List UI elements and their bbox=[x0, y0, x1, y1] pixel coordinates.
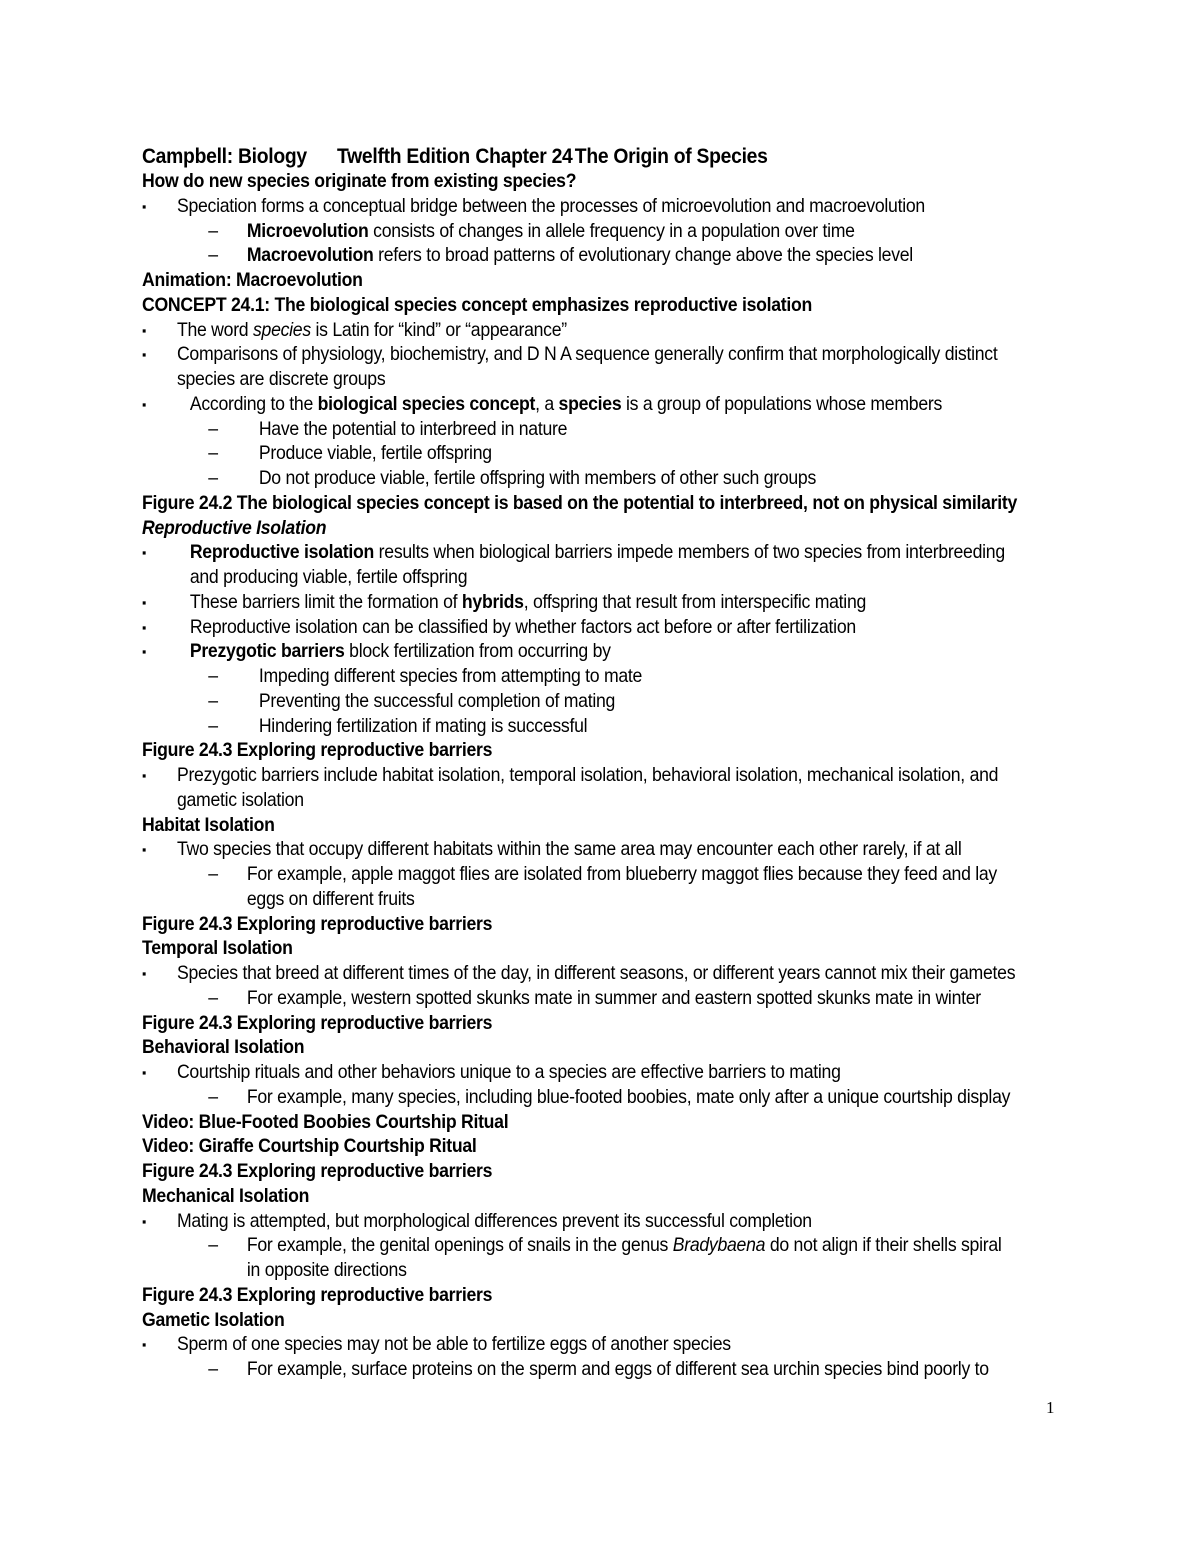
bullet-continuation bbox=[142, 789, 1062, 814]
section-heading: Figure 24.3 Exploring reproductive barriers bbox=[142, 740, 493, 762]
text-run: Comparisons of physiology, biochemistry, and D N A sequence generally confirm that morphologically distinct bbox=[176, 344, 998, 366]
section-heading: Figure 24.3 Exploring reproductive barriers bbox=[142, 1012, 493, 1034]
page-title bbox=[142, 143, 1062, 170]
bullet-text bbox=[177, 962, 1015, 987]
text-run: and producing viable, fertile offspring bbox=[189, 567, 468, 588]
bullet-text bbox=[259, 715, 587, 740]
bullet-text bbox=[247, 244, 913, 269]
text-run: For example, the genital openings of snails in the genus bbox=[246, 1235, 673, 1257]
square-bullet-icon: ▪ bbox=[142, 966, 146, 981]
dash-bullet-icon: – bbox=[208, 1359, 218, 1380]
bullet-item bbox=[142, 467, 1062, 492]
bullet-text bbox=[247, 987, 981, 1012]
bullet-text bbox=[177, 1210, 812, 1235]
bullet-item bbox=[142, 838, 1062, 863]
square-bullet-icon: ▪ bbox=[142, 347, 146, 363]
section-heading: Habitat Isolation bbox=[142, 814, 275, 836]
bold-term: hybrids bbox=[461, 591, 524, 613]
bullet-continuation bbox=[142, 1259, 1062, 1284]
bullet-item bbox=[142, 244, 1062, 269]
text-run: eggs on different fruits bbox=[246, 888, 415, 910]
text-run: gametic isolation bbox=[176, 789, 304, 811]
bullet-text bbox=[259, 418, 567, 443]
text-run: , offspring that result from interspecific mating bbox=[523, 591, 867, 613]
section-heading: Reproductive Isolation bbox=[142, 517, 327, 539]
bullet-text bbox=[247, 1234, 1002, 1259]
bullet-text bbox=[247, 220, 855, 245]
text-run: Courtship rituals and other behaviors unique to a species are effective barriers to mating bbox=[176, 1062, 841, 1083]
section-heading: Behavioral Isolation bbox=[142, 1037, 305, 1059]
bold-term: Microevolution bbox=[246, 220, 369, 242]
bullet-item bbox=[142, 764, 1062, 789]
bullet-continuation bbox=[142, 566, 1062, 591]
italic-term: species bbox=[252, 319, 311, 341]
text-run: do not align if their shells spiral bbox=[765, 1235, 1002, 1257]
square-bullet-icon: ▪ bbox=[142, 322, 146, 338]
bullet-text bbox=[247, 863, 997, 888]
section-heading: Video: Giraffe Courtship Courtship Ritual bbox=[142, 1136, 477, 1158]
dash-bullet-icon: – bbox=[208, 468, 218, 489]
bullet-continuation bbox=[142, 888, 1062, 913]
text-run: For example, apple maggot flies are isolated from blueberry maggot flies because they feed and lay bbox=[246, 864, 997, 885]
bullet-text bbox=[177, 319, 567, 344]
bullet-item bbox=[142, 195, 1062, 220]
text-run: refers to broad patterns of evolutionary change above the species level bbox=[373, 245, 913, 267]
bold-term: biological species concept bbox=[317, 393, 536, 415]
square-bullet-icon: ▪ bbox=[142, 768, 146, 783]
bullet-item bbox=[142, 640, 1062, 665]
text-run: These barriers limit the formation of bbox=[189, 591, 462, 613]
bullet-item bbox=[142, 665, 1062, 690]
bullet-text bbox=[177, 1333, 731, 1358]
section-heading: CONCEPT 24.1: The biological species concept emphasizes reproductive isolation bbox=[142, 294, 813, 316]
square-bullet-icon: ▪ bbox=[142, 619, 146, 635]
bullet-text bbox=[247, 888, 415, 913]
bullet-text bbox=[177, 368, 385, 393]
title-edition: Twelfth Edition bbox=[337, 145, 470, 168]
bullet-item bbox=[142, 1210, 1062, 1235]
square-bullet-icon: ▪ bbox=[142, 545, 146, 561]
text-run: Two species that occupy different habitats within the same area may encounter each other rarely, if at all bbox=[176, 839, 962, 861]
section-heading: Figure 24.2 The biological species concept is based on the potential to interbreed, not on physical similarity bbox=[142, 492, 1018, 514]
dash-bullet-icon: – bbox=[208, 418, 218, 440]
bullet-text bbox=[190, 541, 1005, 566]
section-heading: Figure 24.3 Exploring reproductive barriers bbox=[142, 1284, 493, 1306]
text-run: Species that breed at different times of the day, in different seasons, or different years cannot mix their gametes bbox=[176, 963, 1016, 984]
section-heading: How do new species originate from existing species? bbox=[142, 171, 577, 192]
bullet-item bbox=[142, 442, 1062, 467]
bullet-item bbox=[142, 1234, 1062, 1259]
bullet-text bbox=[247, 1259, 407, 1284]
dash-bullet-icon: – bbox=[208, 1235, 218, 1257]
bullet-text bbox=[177, 764, 998, 789]
text-run: Speciation forms a conceptual bridge between the processes of microevolution and macroevolution bbox=[176, 195, 925, 217]
square-bullet-icon: ▪ bbox=[142, 1213, 146, 1229]
bullet-continuation bbox=[142, 368, 1062, 393]
square-bullet-icon: ▪ bbox=[142, 594, 146, 610]
bullet-item bbox=[142, 541, 1062, 566]
bullet-item bbox=[142, 616, 1062, 641]
title-chapter: Chapter 24 bbox=[475, 145, 573, 168]
text-run: Hindering fertilization if mating is successful bbox=[258, 715, 588, 737]
section-heading: Figure 24.3 Exploring reproductive barriers bbox=[142, 1161, 493, 1182]
text-run: species are discrete groups bbox=[176, 369, 386, 390]
square-bullet-icon: ▪ bbox=[142, 198, 146, 214]
bullet-item bbox=[142, 220, 1062, 245]
section-heading: Mechanical Isolation bbox=[142, 1185, 310, 1207]
title-book: Campbell: Biology bbox=[142, 145, 307, 168]
bullet-item bbox=[142, 393, 1062, 418]
text-run: For example, western spotted skunks mate in summer and eastern spotted skunks mate in winter bbox=[246, 987, 981, 1009]
bullet-text bbox=[190, 393, 942, 418]
bullet-item bbox=[142, 715, 1062, 740]
bullet-text bbox=[247, 1358, 989, 1383]
bullet-text bbox=[190, 616, 856, 641]
text-run: The word bbox=[176, 319, 253, 341]
square-bullet-icon: ▪ bbox=[142, 842, 146, 858]
dash-bullet-icon: – bbox=[208, 987, 218, 1009]
bullet-text bbox=[177, 195, 925, 220]
text-run: Impeding different species from attempting to mate bbox=[258, 666, 643, 687]
bullet-text bbox=[177, 789, 304, 814]
bold-term: Prezygotic barriers bbox=[189, 641, 345, 663]
bold-term: Reproductive isolation bbox=[189, 542, 375, 564]
bullet-text bbox=[259, 442, 492, 467]
italic-term: Bradybaena bbox=[672, 1235, 766, 1257]
bullet-text bbox=[247, 1086, 1010, 1111]
text-run: Reproductive isolation can be classified by whether factors act before or after fertilization bbox=[189, 616, 856, 638]
bullet-text bbox=[190, 640, 611, 665]
text-run: For example, many species, including blue-footed boobies, mate only after a unique courtship display bbox=[246, 1086, 1011, 1108]
bullet-item bbox=[142, 418, 1062, 443]
title-topic: The Origin of Species bbox=[574, 145, 768, 168]
bullet-item bbox=[142, 1086, 1062, 1111]
square-bullet-icon: ▪ bbox=[142, 1065, 146, 1080]
bullet-text bbox=[259, 690, 615, 715]
bullet-item bbox=[142, 1333, 1062, 1358]
text-run: block fertilization from occurring by bbox=[344, 641, 611, 663]
text-run: For example, surface proteins on the sperm and eggs of different sea urchin species bind poorly to bbox=[246, 1359, 989, 1380]
bullet-text bbox=[177, 343, 997, 368]
text-run: Preventing the successful completion of mating bbox=[258, 690, 616, 712]
text-run: results when biological barriers impede members of two species from interbreeding bbox=[374, 542, 1005, 564]
bullet-item bbox=[142, 1061, 1062, 1086]
bullet-item bbox=[142, 987, 1062, 1012]
dash-bullet-icon: – bbox=[208, 245, 218, 267]
bullet-item bbox=[142, 863, 1062, 888]
bullet-item bbox=[142, 962, 1062, 987]
bullet-item bbox=[142, 690, 1062, 715]
text-run: Sperm of one species may not be able to fertilize eggs of another species bbox=[176, 1334, 731, 1356]
section-heading: Temporal Isolation bbox=[142, 938, 293, 960]
document-body bbox=[142, 143, 1142, 1383]
bullet-item bbox=[142, 591, 1062, 616]
text-run: According to the bbox=[189, 393, 318, 415]
dash-bullet-icon: – bbox=[208, 666, 218, 687]
bullet-text bbox=[177, 838, 962, 863]
text-run: Do not produce viable, fertile offspring with members of other such groups bbox=[258, 468, 817, 489]
bullet-text bbox=[190, 591, 866, 616]
text-run: consists of changes in allele frequency in a population over time bbox=[368, 220, 855, 242]
dash-bullet-icon: – bbox=[208, 715, 218, 737]
dash-bullet-icon: – bbox=[208, 690, 218, 712]
square-bullet-icon: ▪ bbox=[142, 644, 146, 660]
text-run: Mating is attempted, but morphological differences prevent its successful completion bbox=[176, 1210, 812, 1232]
dash-bullet-icon: – bbox=[208, 1086, 218, 1108]
text-run: Have the potential to interbreed in nature bbox=[258, 418, 568, 440]
text-run: in opposite directions bbox=[246, 1260, 407, 1281]
bold-term: Macroevolution bbox=[246, 245, 374, 267]
bullet-text bbox=[177, 1061, 841, 1086]
text-run: is a group of populations whose members bbox=[621, 393, 943, 415]
bullet-item bbox=[142, 343, 1062, 368]
section-heading: Gametic Isolation bbox=[142, 1309, 285, 1331]
text-run: , a bbox=[535, 393, 559, 415]
square-bullet-icon: ▪ bbox=[142, 396, 146, 412]
dash-bullet-icon: – bbox=[208, 220, 218, 242]
bullet-text bbox=[190, 566, 467, 591]
text-run: is Latin for “kind” or “appearance” bbox=[310, 319, 567, 341]
square-bullet-icon: ▪ bbox=[142, 1337, 146, 1353]
page-number: 1 bbox=[1046, 1398, 1055, 1417]
dash-bullet-icon: – bbox=[208, 443, 218, 465]
section-heading: Animation: Macroevolution bbox=[142, 270, 363, 291]
content-lines bbox=[142, 170, 1142, 1383]
text-run: Produce viable, fertile offspring bbox=[258, 443, 492, 465]
section-heading: Video: Blue-Footed Boobies Courtship Ritual bbox=[142, 1111, 509, 1133]
dash-bullet-icon: – bbox=[208, 864, 218, 885]
text-run: Prezygotic barriers include habitat isolation, temporal isolation, behavioral isolation, mechanical isolation, and bbox=[176, 765, 999, 786]
bullet-item bbox=[142, 1358, 1062, 1383]
bullet-item bbox=[142, 319, 1062, 344]
bullet-text bbox=[259, 665, 642, 690]
bold-term: species bbox=[558, 393, 622, 415]
section-heading: Figure 24.3 Exploring reproductive barriers bbox=[142, 913, 493, 935]
bullet-text bbox=[259, 467, 816, 492]
